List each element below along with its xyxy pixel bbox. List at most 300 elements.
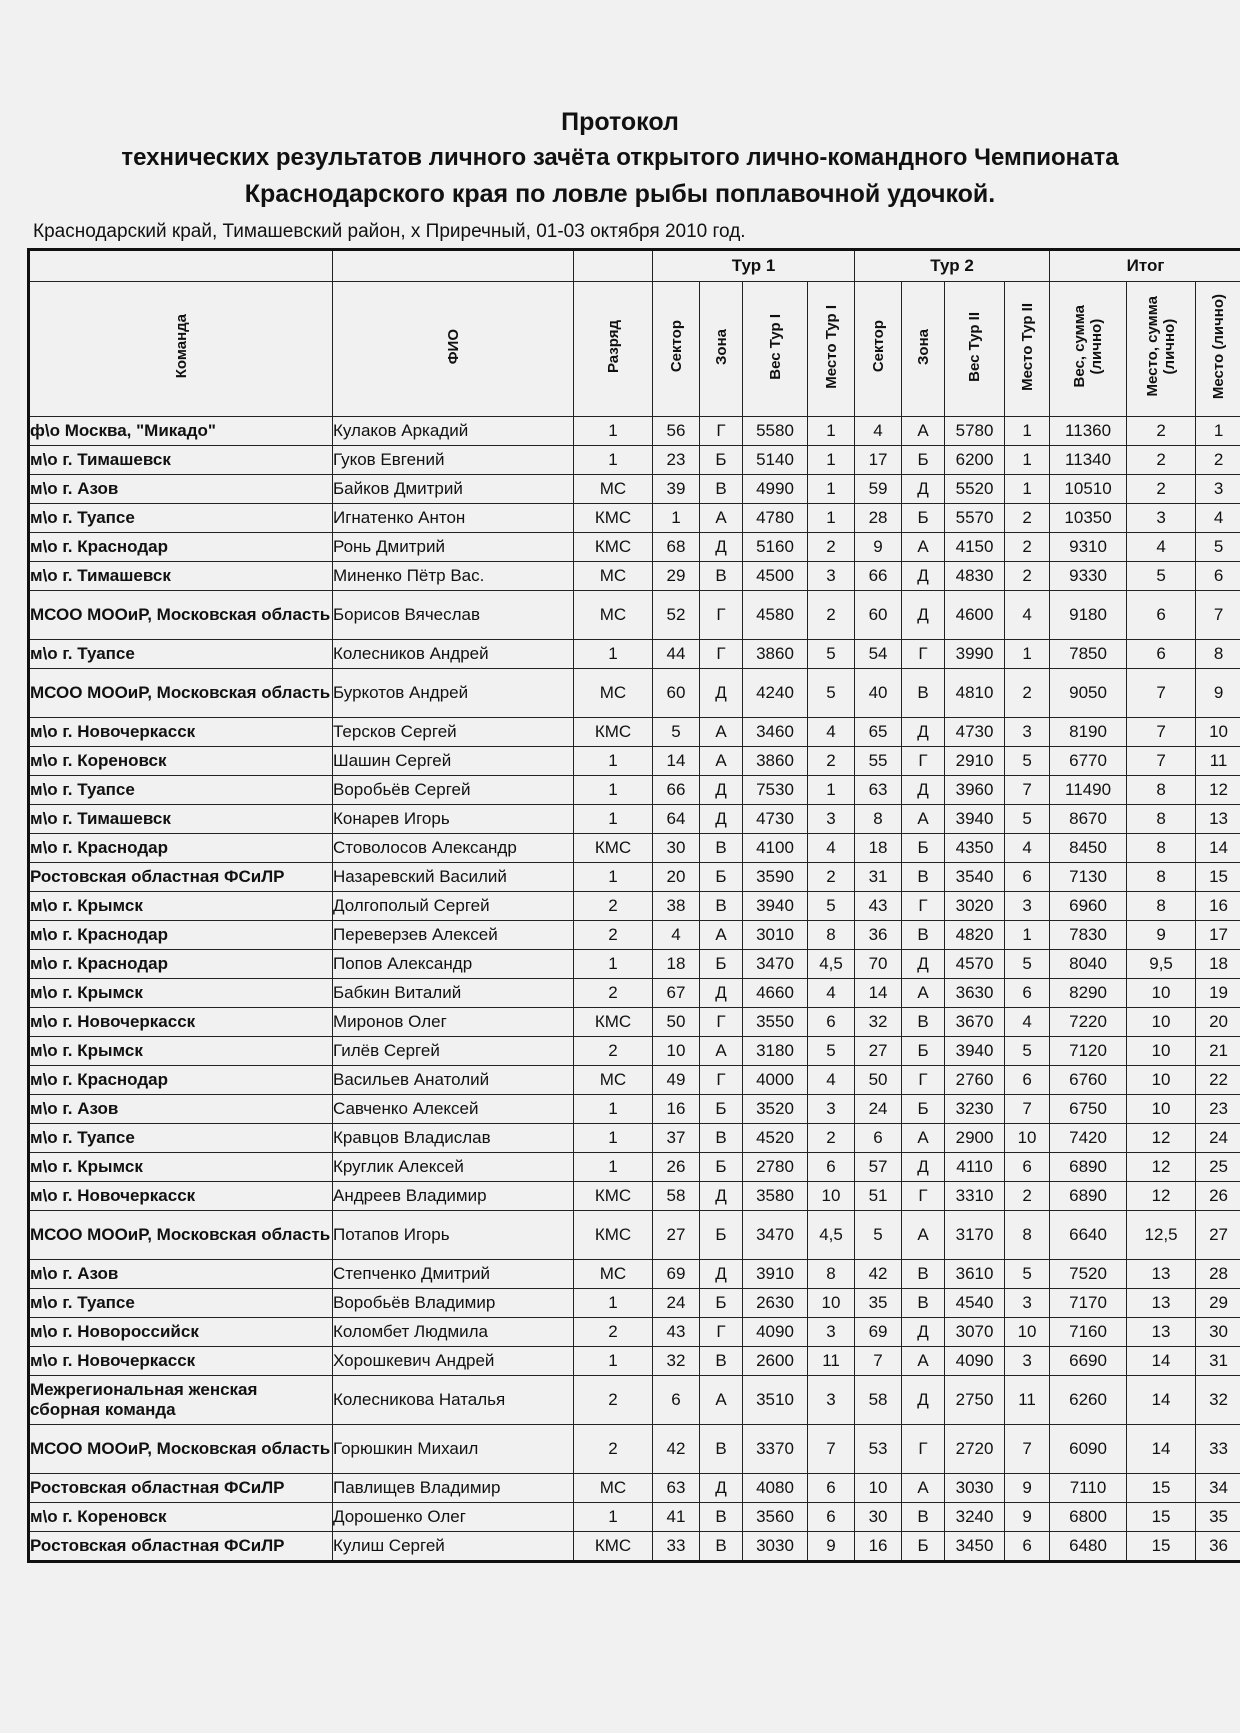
cell-team: м\о г. Краснодар [29,834,333,863]
cell-place-personal: 7 [1196,591,1240,640]
cell-zone2: Д [902,562,945,591]
cell-place1: 2 [808,747,855,776]
cell-weight2: 4350 [945,834,1005,863]
cell-team: м\о г. Тимашевск [29,805,333,834]
cell-razryad: 1 [574,1289,653,1318]
table-row [29,446,1240,475]
cell-zone2: Д [902,591,945,640]
cell-place-sum: 9,5 [1127,950,1196,979]
cell-place2: 3 [1005,1289,1050,1318]
cell-weight2: 3070 [945,1318,1005,1347]
cell-sector2: 8 [855,805,902,834]
table-row [29,950,1240,979]
cell-weight-sum: 7850 [1050,640,1127,669]
cell-place-sum: 2 [1127,446,1196,475]
cell-weight-sum: 10510 [1050,475,1127,504]
cell-place-sum: 6 [1127,640,1196,669]
cell-sector1: 52 [653,591,700,640]
cell-place-sum: 14 [1127,1425,1196,1474]
cell-place2: 10 [1005,1124,1050,1153]
cell-weight2: 3030 [945,1474,1005,1503]
cell-zone1: Д [700,533,743,562]
table-row [29,718,1240,747]
cell-razryad: КМС [574,718,653,747]
cell-weight2: 4820 [945,921,1005,950]
cell-weight1: 4100 [743,834,808,863]
cell-razryad: 1 [574,863,653,892]
cell-place2: 10 [1005,1318,1050,1347]
cell-place1: 1 [808,446,855,475]
cell-zone2: В [902,921,945,950]
cell-weight-sum: 7220 [1050,1008,1127,1037]
cell-place-sum: 10 [1127,1095,1196,1124]
cell-sector1: 26 [653,1153,700,1182]
cell-sector1: 27 [653,1211,700,1260]
cell-weight2: 3670 [945,1008,1005,1037]
cell-place-personal: 1 [1196,417,1240,446]
cell-zone2: А [902,1474,945,1503]
cell-place-sum: 13 [1127,1318,1196,1347]
cell-place-sum: 4 [1127,533,1196,562]
cell-place-sum: 12 [1127,1153,1196,1182]
cell-place1: 8 [808,921,855,950]
cell-zone1: В [700,475,743,504]
cell-weight1: 3910 [743,1260,808,1289]
cell-place-personal: 8 [1196,640,1240,669]
cell-razryad: МС [574,1260,653,1289]
cell-place-personal: 29 [1196,1289,1240,1318]
cell-sector1: 69 [653,1260,700,1289]
cell-place-personal: 25 [1196,1153,1240,1182]
cell-sector2: 16 [855,1532,902,1562]
cell-razryad: КМС [574,1008,653,1037]
cell-fio: Савченко Алексей [333,1095,574,1124]
col-header-weight2: Вес Тур II [945,282,1005,417]
cell-zone2: Б [902,1532,945,1562]
cell-razryad: МС [574,669,653,718]
cell-zone2: Г [902,1066,945,1095]
cell-sector1: 33 [653,1532,700,1562]
location-date-subtitle: Краснодарский край, Тимашевский район, х Приречный, 01-03 октября 2010 год. [33,221,746,242]
cell-place1: 9 [808,1532,855,1562]
table-row [29,1503,1240,1532]
cell-fio: Миронов Олег [333,1008,574,1037]
cell-weight1: 4660 [743,979,808,1008]
cell-sector2: 53 [855,1425,902,1474]
cell-razryad: 2 [574,1425,653,1474]
cell-weight2: 4730 [945,718,1005,747]
cell-weight2: 4570 [945,950,1005,979]
cell-sector2: 65 [855,718,902,747]
col-header-team: Команда [29,282,333,417]
cell-zone2: В [902,1503,945,1532]
cell-place-personal: 27 [1196,1211,1240,1260]
cell-weight-sum: 6090 [1050,1425,1127,1474]
cell-razryad: МС [574,591,653,640]
cell-place2: 11 [1005,1376,1050,1425]
cell-weight1: 4090 [743,1318,808,1347]
cell-weight1: 5140 [743,446,808,475]
cell-place-sum: 7 [1127,669,1196,718]
cell-fio: Васильев Анатолий [333,1066,574,1095]
cell-razryad: 1 [574,1153,653,1182]
cell-team: м\о г. Новочеркасск [29,718,333,747]
cell-sector1: 29 [653,562,700,591]
cell-sector2: 59 [855,475,902,504]
cell-zone1: В [700,834,743,863]
cell-sector2: 60 [855,591,902,640]
cell-razryad: МС [574,1474,653,1503]
cell-place-personal: 32 [1196,1376,1240,1425]
table-row [29,1037,1240,1066]
cell-sector2: 4 [855,417,902,446]
cell-place1: 2 [808,591,855,640]
table-row [29,417,1240,446]
cell-place1: 3 [808,562,855,591]
cell-weight-sum: 6750 [1050,1095,1127,1124]
cell-sector1: 58 [653,1182,700,1211]
cell-weight-sum: 11490 [1050,776,1127,805]
cell-weight1: 3470 [743,950,808,979]
cell-zone2: Б [902,446,945,475]
cell-place1: 7 [808,1425,855,1474]
cell-place1: 2 [808,533,855,562]
cell-place1: 4 [808,979,855,1008]
cell-place-sum: 14 [1127,1376,1196,1425]
cell-zone1: Б [700,1289,743,1318]
cell-weight2: 2910 [945,747,1005,776]
cell-place2: 3 [1005,718,1050,747]
cell-sector2: 57 [855,1153,902,1182]
cell-weight2: 3020 [945,892,1005,921]
cell-place-personal: 18 [1196,950,1240,979]
cell-fio: Назаревский Василий [333,863,574,892]
cell-weight2: 4810 [945,669,1005,718]
cell-zone2: Б [902,834,945,863]
cell-weight1: 3030 [743,1532,808,1562]
cell-fio: Гуков Евгений [333,446,574,475]
cell-weight2: 3240 [945,1503,1005,1532]
cell-sector2: 14 [855,979,902,1008]
cell-sector1: 6 [653,1376,700,1425]
cell-place-sum: 10 [1127,1008,1196,1037]
cell-weight2: 4090 [945,1347,1005,1376]
col-header-fio: ФИО [333,282,574,417]
cell-zone1: Д [700,1182,743,1211]
cell-sector2: 63 [855,776,902,805]
cell-weight1: 4500 [743,562,808,591]
cell-weight1: 4000 [743,1066,808,1095]
table-row [29,1095,1240,1124]
cell-weight-sum: 6890 [1050,1182,1127,1211]
cell-sector2: 58 [855,1376,902,1425]
cell-weight2: 3630 [945,979,1005,1008]
cell-zone1: Б [700,1095,743,1124]
cell-place-personal: 33 [1196,1425,1240,1474]
cell-weight2: 3310 [945,1182,1005,1211]
cell-place-sum: 10 [1127,1037,1196,1066]
cell-team: м\о г. Новочеркасск [29,1008,333,1037]
cell-zone1: Д [700,979,743,1008]
cell-sector1: 43 [653,1318,700,1347]
cell-place2: 7 [1005,1425,1050,1474]
cell-razryad: 1 [574,1347,653,1376]
cell-weight2: 4110 [945,1153,1005,1182]
cell-team: Ростовская областная ФСиЛР [29,1532,333,1562]
cell-weight1: 4780 [743,504,808,533]
cell-weight2: 3540 [945,863,1005,892]
cell-weight2: 4540 [945,1289,1005,1318]
table-row [29,475,1240,504]
cell-zone2: А [902,1211,945,1260]
cell-place2: 5 [1005,1260,1050,1289]
cell-zone1: В [700,562,743,591]
cell-fio: Бабкин Виталий [333,979,574,1008]
cell-place1: 2 [808,863,855,892]
cell-weight-sum: 11340 [1050,446,1127,475]
cell-sector2: 55 [855,747,902,776]
col-header-weight1: Вес Тур I [743,282,808,417]
cell-place1: 4 [808,1066,855,1095]
cell-place-personal: 20 [1196,1008,1240,1037]
cell-fio: Хорошкевич Андрей [333,1347,574,1376]
table-row [29,591,1240,640]
cell-weight1: 3550 [743,1008,808,1037]
cell-zone1: В [700,1425,743,1474]
cell-fio: Андреев Владимир [333,1182,574,1211]
cell-weight-sum: 7130 [1050,863,1127,892]
cell-team: МСОО МООиР, Московская область [29,669,333,718]
cell-team: м\о г. Азов [29,475,333,504]
cell-zone1: Г [700,1008,743,1037]
cell-zone2: А [902,805,945,834]
group-header-empty-team [29,250,333,282]
cell-place2: 3 [1005,1347,1050,1376]
cell-zone2: В [902,669,945,718]
cell-place2: 9 [1005,1474,1050,1503]
cell-team: м\о г. Туапсе [29,1289,333,1318]
cell-zone2: В [902,1008,945,1037]
cell-weight1: 2600 [743,1347,808,1376]
cell-team: МСОО МООиР, Московская область [29,1211,333,1260]
cell-place1: 8 [808,1260,855,1289]
cell-sector2: 36 [855,921,902,950]
cell-place-personal: 24 [1196,1124,1240,1153]
cell-weight-sum: 6960 [1050,892,1127,921]
cell-team: м\о г. Краснодар [29,533,333,562]
col-header-zone1: Зона [700,282,743,417]
cell-razryad: 1 [574,1124,653,1153]
cell-place2: 2 [1005,1182,1050,1211]
cell-weight-sum: 7120 [1050,1037,1127,1066]
cell-fio: Круглик Алексей [333,1153,574,1182]
cell-zone2: Г [902,1425,945,1474]
cell-place2: 7 [1005,776,1050,805]
cell-place-personal: 36 [1196,1532,1240,1562]
cell-place1: 5 [808,669,855,718]
table-row [29,1474,1240,1503]
cell-fio: Ронь Дмитрий [333,533,574,562]
cell-zone1: В [700,1503,743,1532]
cell-weight1: 5580 [743,417,808,446]
cell-weight2: 2720 [945,1425,1005,1474]
group-header-row [29,250,1240,282]
cell-weight-sum: 7110 [1050,1474,1127,1503]
cell-weight-sum: 7520 [1050,1260,1127,1289]
cell-place-sum: 13 [1127,1260,1196,1289]
cell-weight1: 2780 [743,1153,808,1182]
cell-zone1: А [700,1037,743,1066]
cell-weight-sum: 8290 [1050,979,1127,1008]
cell-razryad: 2 [574,892,653,921]
cell-sector1: 37 [653,1124,700,1153]
cell-weight-sum: 6690 [1050,1347,1127,1376]
cell-sector2: 9 [855,533,902,562]
cell-place-sum: 2 [1127,417,1196,446]
cell-sector1: 38 [653,892,700,921]
cell-zone1: Д [700,669,743,718]
cell-weight1: 5160 [743,533,808,562]
cell-place1: 4 [808,718,855,747]
cell-zone1: А [700,921,743,950]
cell-zone2: Д [902,1376,945,1425]
cell-weight-sum: 9180 [1050,591,1127,640]
cell-place-personal: 34 [1196,1474,1240,1503]
cell-place-sum: 8 [1127,863,1196,892]
cell-razryad: 1 [574,1095,653,1124]
cell-team: м\о г. Туапсе [29,504,333,533]
cell-zone2: Г [902,747,945,776]
cell-weight2: 2750 [945,1376,1005,1425]
cell-team: м\о г. Крымск [29,979,333,1008]
cell-fio: Колесникова Наталья [333,1376,574,1425]
cell-sector1: 42 [653,1425,700,1474]
cell-zone1: Г [700,591,743,640]
cell-place-personal: 6 [1196,562,1240,591]
cell-place1: 5 [808,640,855,669]
cell-fio: Воробьёв Сергей [333,776,574,805]
cell-weight-sum: 6260 [1050,1376,1127,1425]
cell-razryad: КМС [574,504,653,533]
cell-place-sum: 8 [1127,805,1196,834]
cell-fio: Воробьёв Владимир [333,1289,574,1318]
cell-sector2: 31 [855,863,902,892]
cell-place1: 3 [808,805,855,834]
cell-weight1: 4080 [743,1474,808,1503]
cell-weight2: 3450 [945,1532,1005,1562]
cell-fio: Кравцов Владислав [333,1124,574,1153]
cell-weight-sum: 6640 [1050,1211,1127,1260]
cell-place1: 5 [808,1037,855,1066]
col-header-weight-sum: Вес, сумма (лично) [1050,282,1127,417]
table-row [29,747,1240,776]
cell-place-personal: 10 [1196,718,1240,747]
group-header-total: Итог [1050,250,1240,282]
cell-weight-sum: 11360 [1050,417,1127,446]
cell-weight-sum: 8450 [1050,834,1127,863]
cell-place1: 1 [808,417,855,446]
cell-razryad: 1 [574,747,653,776]
cell-place2: 5 [1005,950,1050,979]
cell-weight2: 3170 [945,1211,1005,1260]
cell-weight-sum: 9310 [1050,533,1127,562]
col-header-sector2: Сектор [855,282,902,417]
cell-razryad: МС [574,1066,653,1095]
cell-zone2: Г [902,1182,945,1211]
cell-zone2: А [902,533,945,562]
cell-razryad: 2 [574,1037,653,1066]
cell-place2: 1 [1005,921,1050,950]
cell-team: м\о г. Новороссийск [29,1318,333,1347]
cell-fio: Переверзев Алексей [333,921,574,950]
cell-razryad: 1 [574,950,653,979]
cell-sector2: 30 [855,1503,902,1532]
cell-place-sum: 12 [1127,1182,1196,1211]
cell-place-personal: 23 [1196,1095,1240,1124]
cell-weight1: 4240 [743,669,808,718]
cell-weight-sum: 7170 [1050,1289,1127,1318]
cell-place2: 5 [1005,747,1050,776]
cell-sector1: 67 [653,979,700,1008]
cell-weight-sum: 7160 [1050,1318,1127,1347]
group-header-tour1: Тур 1 [653,250,855,282]
cell-sector2: 66 [855,562,902,591]
cell-zone2: Б [902,1095,945,1124]
table-row [29,669,1240,718]
cell-weight1: 3460 [743,718,808,747]
cell-place-sum: 8 [1127,776,1196,805]
cell-weight-sum: 6770 [1050,747,1127,776]
cell-sector2: 5 [855,1211,902,1260]
cell-zone1: Г [700,1066,743,1095]
cell-weight1: 4730 [743,805,808,834]
cell-weight2: 3230 [945,1095,1005,1124]
cell-weight1: 3580 [743,1182,808,1211]
cell-team: м\о г. Краснодар [29,921,333,950]
cell-fio: Стоволосов Александр [333,834,574,863]
cell-team: м\о г. Краснодар [29,1066,333,1095]
cell-zone1: Б [700,950,743,979]
cell-place2: 9 [1005,1503,1050,1532]
cell-zone1: Г [700,640,743,669]
cell-zone2: Д [902,718,945,747]
cell-razryad: 2 [574,979,653,1008]
cell-sector1: 68 [653,533,700,562]
cell-weight2: 4830 [945,562,1005,591]
cell-weight-sum: 9050 [1050,669,1127,718]
cell-place2: 6 [1005,1066,1050,1095]
cell-place-personal: 30 [1196,1318,1240,1347]
cell-place-personal: 31 [1196,1347,1240,1376]
cell-zone2: Д [902,475,945,504]
cell-weight2: 5780 [945,417,1005,446]
cell-place-sum: 10 [1127,1066,1196,1095]
cell-zone1: Д [700,1474,743,1503]
cell-team: м\о г. Азов [29,1260,333,1289]
cell-sector2: 40 [855,669,902,718]
cell-weight1: 4580 [743,591,808,640]
cell-zone1: Б [700,1211,743,1260]
cell-zone1: Г [700,417,743,446]
cell-place-personal: 21 [1196,1037,1240,1066]
cell-sector1: 10 [653,1037,700,1066]
cell-fio: Гилёв Сергей [333,1037,574,1066]
cell-weight1: 3370 [743,1425,808,1474]
cell-place1: 10 [808,1289,855,1318]
table-row [29,1532,1240,1562]
cell-place1: 3 [808,1318,855,1347]
cell-place2: 6 [1005,1532,1050,1562]
